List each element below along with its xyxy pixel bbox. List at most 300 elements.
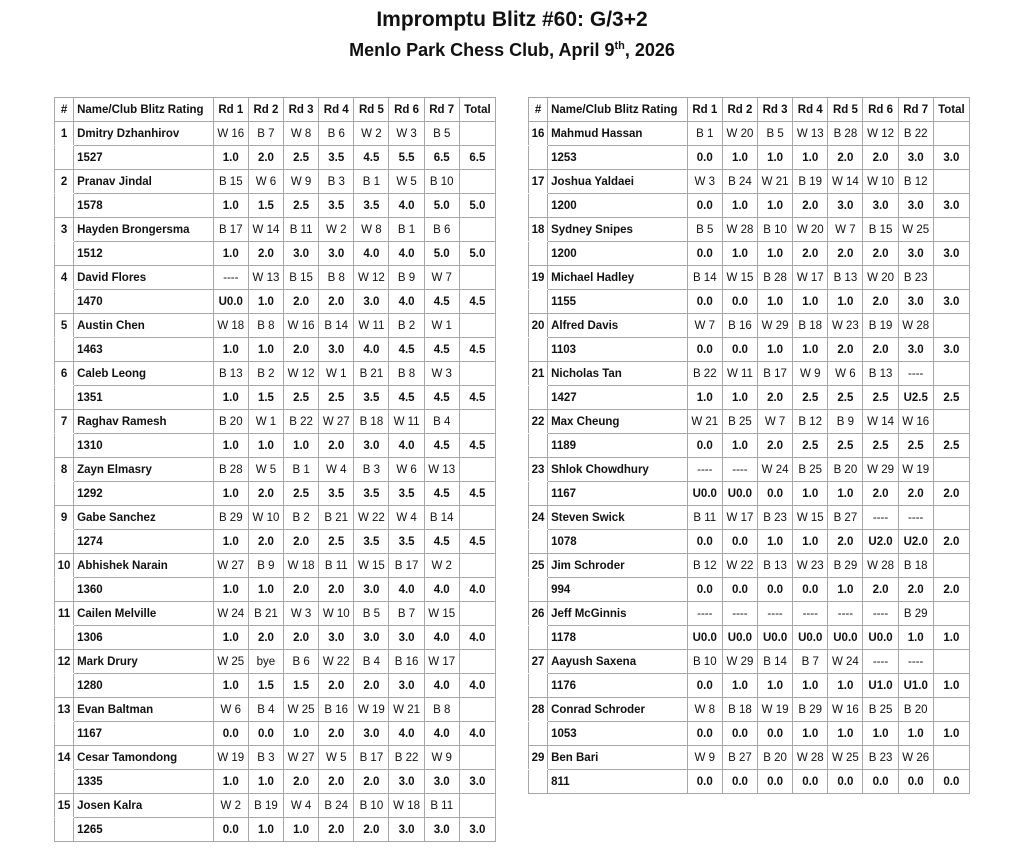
round-3-opponent: W 24 [758, 458, 793, 482]
round-5-score: 4.0 [354, 338, 389, 362]
player-row [55, 170, 496, 194]
round-6-opponent: B 1 [389, 218, 424, 242]
round-3-score: U0.0 [758, 626, 793, 650]
player-score-row [55, 386, 496, 410]
round-4-opponent: W 27 [319, 410, 354, 434]
col-header-rd5: Rd 5 [354, 98, 389, 122]
player-number-blank [55, 146, 74, 170]
round-3-opponent: ---- [758, 602, 793, 626]
round-3-score: 1.0 [758, 194, 793, 218]
player-score-row [55, 146, 496, 170]
round-7-score: 3.0 [424, 818, 459, 842]
player-score-row [55, 338, 496, 362]
round-5-opponent: W 23 [828, 314, 863, 338]
player-total: 3.0 [459, 770, 495, 794]
round-7-score: 3.0 [898, 242, 933, 266]
round-2-opponent: B 3 [248, 746, 283, 770]
round-5-score: 1.0 [828, 722, 863, 746]
round-3-opponent: W 4 [284, 794, 319, 818]
round-1-opponent: B 22 [687, 362, 722, 386]
round-5-opponent: B 21 [354, 362, 389, 386]
round-7-opponent: B 20 [898, 698, 933, 722]
round-2-score: 1.5 [248, 674, 283, 698]
round-4-opponent: W 22 [319, 650, 354, 674]
player-row [55, 650, 496, 674]
round-2-score: 1.0 [722, 242, 757, 266]
round-1-opponent: W 8 [687, 698, 722, 722]
round-6-score: 3.0 [863, 194, 898, 218]
round-5-score: U0.0 [828, 626, 863, 650]
round-2-opponent: W 28 [722, 218, 757, 242]
total-blank [933, 266, 969, 290]
round-5-opponent: B 18 [354, 410, 389, 434]
player-number-blank [55, 818, 74, 842]
round-4-score: 2.0 [319, 770, 354, 794]
player-name: Nicholas Tan [548, 362, 688, 386]
round-3-score: 1.0 [758, 290, 793, 314]
total-blank [459, 170, 495, 194]
player-score-row [529, 530, 970, 554]
round-6-score: 3.0 [389, 770, 424, 794]
round-4-opponent: B 21 [319, 506, 354, 530]
player-number-blank [529, 578, 548, 602]
round-2-opponent: B 8 [248, 314, 283, 338]
player-name: Ben Bari [548, 746, 688, 770]
round-1-score: 1.0 [213, 770, 248, 794]
round-6-score: 4.0 [389, 434, 424, 458]
round-4-score: 1.0 [793, 530, 828, 554]
round-7-opponent: B 6 [424, 218, 459, 242]
player-number-blank [55, 338, 74, 362]
round-5-opponent: W 22 [354, 506, 389, 530]
round-3-score: 2.5 [284, 194, 319, 218]
round-4-opponent: ---- [793, 602, 828, 626]
player-row [55, 794, 496, 818]
player-row [55, 602, 496, 626]
round-4-opponent: B 14 [319, 314, 354, 338]
player-row [529, 170, 970, 194]
round-1-opponent: W 25 [213, 650, 248, 674]
round-4-opponent: W 5 [319, 746, 354, 770]
player-score-row [529, 578, 970, 602]
player-score-row [529, 482, 970, 506]
player-total: 2.0 [933, 530, 969, 554]
round-1-score: 1.0 [213, 626, 248, 650]
round-2-opponent: W 14 [248, 218, 283, 242]
player-score-row [55, 674, 496, 698]
round-5-opponent: ---- [828, 602, 863, 626]
player-total: 0.0 [933, 770, 969, 794]
round-4-score: 1.0 [793, 290, 828, 314]
player-score-row [55, 626, 496, 650]
player-name: Max Cheung [548, 410, 688, 434]
player-total: 3.0 [933, 338, 969, 362]
col-header-rd6: Rd 6 [863, 98, 898, 122]
player-rating: 1280 [74, 674, 214, 698]
player-name: Jim Schroder [548, 554, 688, 578]
round-5-score: 3.0 [354, 578, 389, 602]
player-number-blank [529, 722, 548, 746]
player-score-row [529, 434, 970, 458]
round-3-score: 2.5 [284, 146, 319, 170]
player-number-blank [55, 194, 74, 218]
round-7-score: 1.0 [898, 722, 933, 746]
player-rating: 1200 [548, 242, 688, 266]
player-score-row [55, 290, 496, 314]
round-6-score: 3.5 [389, 530, 424, 554]
player-rating: 811 [548, 770, 688, 794]
total-blank [459, 506, 495, 530]
round-2-opponent: B 19 [248, 794, 283, 818]
round-1-opponent: B 10 [687, 650, 722, 674]
round-2-score: 1.5 [248, 386, 283, 410]
player-score-row [55, 722, 496, 746]
total-blank [933, 554, 969, 578]
player-row [55, 506, 496, 530]
round-4-score: 3.0 [319, 626, 354, 650]
round-5-opponent: W 25 [828, 746, 863, 770]
col-header-rd1: Rd 1 [687, 98, 722, 122]
round-1-opponent: ---- [687, 458, 722, 482]
round-5-score: 3.5 [354, 386, 389, 410]
round-6-opponent: B 2 [389, 314, 424, 338]
player-number: 3 [55, 218, 74, 242]
round-2-score: 1.0 [248, 338, 283, 362]
player-number: 27 [529, 650, 548, 674]
round-5-score: 2.0 [354, 770, 389, 794]
player-number: 20 [529, 314, 548, 338]
col-header-rd7: Rd 7 [424, 98, 459, 122]
round-6-score: 2.0 [863, 242, 898, 266]
total-blank [459, 458, 495, 482]
round-1-opponent: B 14 [687, 266, 722, 290]
round-4-opponent: B 18 [793, 314, 828, 338]
round-2-opponent: B 18 [722, 698, 757, 722]
round-5-opponent: W 12 [354, 266, 389, 290]
round-1-opponent: B 1 [687, 122, 722, 146]
round-1-score: 0.0 [687, 434, 722, 458]
round-2-score: 2.0 [248, 482, 283, 506]
round-7-opponent: W 28 [898, 314, 933, 338]
round-2-score: 1.0 [722, 386, 757, 410]
round-3-score: 0.0 [758, 722, 793, 746]
round-5-score: 3.5 [354, 530, 389, 554]
round-2-opponent: B 21 [248, 602, 283, 626]
player-rating: 1292 [74, 482, 214, 506]
player-row [55, 554, 496, 578]
round-3-score: 1.0 [284, 434, 319, 458]
col-header-rd4: Rd 4 [793, 98, 828, 122]
round-6-opponent: W 20 [863, 266, 898, 290]
player-score-row [529, 674, 970, 698]
round-7-opponent: W 26 [898, 746, 933, 770]
player-number: 22 [529, 410, 548, 434]
round-6-opponent: B 8 [389, 362, 424, 386]
round-4-score: 2.0 [319, 578, 354, 602]
round-5-score: 1.0 [828, 290, 863, 314]
round-2-score: 2.0 [248, 146, 283, 170]
player-name: Dmitry Dzhanhirov [74, 122, 214, 146]
round-3-score: 2.0 [758, 434, 793, 458]
total-blank [459, 650, 495, 674]
round-2-opponent: W 10 [248, 506, 283, 530]
round-5-opponent: B 17 [354, 746, 389, 770]
player-name: Cailen Melville [74, 602, 214, 626]
round-2-score: 1.0 [722, 434, 757, 458]
round-6-opponent: B 19 [863, 314, 898, 338]
round-5-score: 1.0 [828, 674, 863, 698]
round-7-opponent: W 15 [424, 602, 459, 626]
round-2-score: 2.0 [248, 530, 283, 554]
player-number: 7 [55, 410, 74, 434]
round-7-score: 3.0 [898, 146, 933, 170]
total-blank [933, 458, 969, 482]
player-total: 3.0 [933, 146, 969, 170]
round-6-score: 4.0 [389, 578, 424, 602]
player-rating: 1310 [74, 434, 214, 458]
player-score-row [529, 770, 970, 794]
round-4-opponent: W 15 [793, 506, 828, 530]
player-rating: 1253 [548, 146, 688, 170]
round-5-opponent: W 15 [354, 554, 389, 578]
player-rating: 1274 [74, 530, 214, 554]
round-1-score: 0.0 [213, 818, 248, 842]
round-6-score: 2.0 [863, 290, 898, 314]
round-2-score: 2.0 [248, 242, 283, 266]
round-2-opponent: W 1 [248, 410, 283, 434]
round-7-opponent: ---- [898, 506, 933, 530]
player-row [529, 506, 970, 530]
round-1-opponent: B 29 [213, 506, 248, 530]
round-4-score: 0.0 [793, 578, 828, 602]
round-1-score: 1.0 [213, 194, 248, 218]
player-total: 2.5 [933, 434, 969, 458]
total-blank [459, 266, 495, 290]
round-2-opponent: W 17 [722, 506, 757, 530]
round-4-score: 1.0 [793, 338, 828, 362]
col-header-name: Name/Club Blitz Rating [74, 98, 214, 122]
col-header-rd6: Rd 6 [389, 98, 424, 122]
player-number-blank [529, 386, 548, 410]
round-1-score: 1.0 [213, 146, 248, 170]
round-5-opponent: B 4 [354, 650, 389, 674]
player-rating: 1155 [548, 290, 688, 314]
player-number: 6 [55, 362, 74, 386]
player-total: 2.0 [933, 578, 969, 602]
player-number: 24 [529, 506, 548, 530]
round-3-score: 3.0 [284, 242, 319, 266]
round-3-score: 1.0 [284, 722, 319, 746]
round-3-score: 0.0 [758, 770, 793, 794]
round-5-score: 0.0 [828, 770, 863, 794]
player-row [529, 362, 970, 386]
round-4-opponent: W 28 [793, 746, 828, 770]
round-6-opponent: B 25 [863, 698, 898, 722]
player-rating: 1351 [74, 386, 214, 410]
player-number-blank [529, 434, 548, 458]
round-7-opponent: ---- [898, 362, 933, 386]
round-7-score: 4.0 [424, 674, 459, 698]
round-6-score: U1.0 [863, 674, 898, 698]
round-7-score: 3.0 [898, 338, 933, 362]
round-1-opponent: B 13 [213, 362, 248, 386]
round-2-score: 0.0 [722, 338, 757, 362]
round-3-opponent: B 6 [284, 650, 319, 674]
round-7-score: 1.0 [898, 626, 933, 650]
player-number: 14 [55, 746, 74, 770]
col-header-number: # [529, 98, 548, 122]
player-row [55, 746, 496, 770]
round-2-score: 0.0 [722, 722, 757, 746]
player-number: 2 [55, 170, 74, 194]
player-score-row [529, 386, 970, 410]
player-number-blank [55, 722, 74, 746]
player-score-row [55, 530, 496, 554]
round-2-score: 0.0 [722, 530, 757, 554]
page-subtitle [0, 37, 1024, 63]
player-row [55, 122, 496, 146]
round-7-score: 4.0 [424, 722, 459, 746]
round-1-score: 0.0 [687, 578, 722, 602]
round-2-score: 0.0 [722, 770, 757, 794]
round-1-score: 1.0 [213, 578, 248, 602]
round-1-score: U0.0 [687, 482, 722, 506]
player-rating: 1167 [74, 722, 214, 746]
round-6-score: U0.0 [863, 626, 898, 650]
round-7-opponent: W 3 [424, 362, 459, 386]
round-4-score: 1.0 [793, 482, 828, 506]
round-6-opponent: B 9 [389, 266, 424, 290]
round-6-opponent: W 21 [389, 698, 424, 722]
player-rating: 1463 [74, 338, 214, 362]
round-6-score: 2.0 [863, 338, 898, 362]
round-1-opponent: W 21 [687, 410, 722, 434]
total-blank [933, 698, 969, 722]
player-total: 2.0 [933, 482, 969, 506]
round-1-opponent: B 28 [213, 458, 248, 482]
round-5-opponent: B 20 [828, 458, 863, 482]
round-3-score: 1.0 [758, 242, 793, 266]
round-4-opponent: B 16 [319, 698, 354, 722]
round-4-opponent: W 20 [793, 218, 828, 242]
round-3-opponent: B 14 [758, 650, 793, 674]
player-number-blank [55, 674, 74, 698]
player-number: 11 [55, 602, 74, 626]
round-7-score: U2.5 [898, 386, 933, 410]
player-score-row [529, 290, 970, 314]
round-6-score: 0.0 [863, 770, 898, 794]
round-3-opponent: W 21 [758, 170, 793, 194]
player-rating: 1427 [548, 386, 688, 410]
player-total: 5.0 [459, 242, 495, 266]
total-blank [933, 506, 969, 530]
player-number: 12 [55, 650, 74, 674]
round-2-opponent: W 29 [722, 650, 757, 674]
round-1-score: 1.0 [213, 530, 248, 554]
player-name: Sydney Snipes [548, 218, 688, 242]
round-4-opponent: B 25 [793, 458, 828, 482]
player-number: 23 [529, 458, 548, 482]
player-name: Steven Swick [548, 506, 688, 530]
round-7-score: U1.0 [898, 674, 933, 698]
round-6-opponent: B 7 [389, 602, 424, 626]
round-2-opponent: W 5 [248, 458, 283, 482]
player-total: 1.0 [933, 674, 969, 698]
round-5-score: 3.5 [354, 194, 389, 218]
round-5-score: 2.0 [354, 674, 389, 698]
player-rating: 1178 [548, 626, 688, 650]
round-4-score: 3.5 [319, 482, 354, 506]
player-number-blank [529, 338, 548, 362]
round-4-opponent: B 7 [793, 650, 828, 674]
round-6-score: 4.0 [389, 194, 424, 218]
round-2-score: 0.0 [722, 578, 757, 602]
round-1-opponent: W 2 [213, 794, 248, 818]
total-blank [459, 410, 495, 434]
round-5-opponent: W 16 [828, 698, 863, 722]
player-number-blank [529, 146, 548, 170]
round-7-score: 4.0 [424, 578, 459, 602]
player-number: 1 [55, 122, 74, 146]
player-number-blank [55, 482, 74, 506]
round-4-score: 2.5 [793, 434, 828, 458]
round-5-score: 4.0 [354, 242, 389, 266]
total-blank [933, 314, 969, 338]
round-3-score: 1.5 [284, 674, 319, 698]
round-5-score: 3.5 [354, 482, 389, 506]
col-header-name: Name/Club Blitz Rating [548, 98, 688, 122]
total-blank [933, 650, 969, 674]
round-3-opponent: B 22 [284, 410, 319, 434]
round-6-opponent: B 13 [863, 362, 898, 386]
round-3-score: 2.0 [284, 626, 319, 650]
round-1-score: 0.0 [687, 530, 722, 554]
round-1-score: 0.0 [687, 290, 722, 314]
round-1-opponent: W 19 [213, 746, 248, 770]
round-3-score: 2.0 [284, 290, 319, 314]
player-number-blank [529, 530, 548, 554]
total-blank [459, 362, 495, 386]
round-5-score: 2.5 [828, 434, 863, 458]
round-7-opponent: B 4 [424, 410, 459, 434]
round-6-opponent: W 10 [863, 170, 898, 194]
player-number: 15 [55, 794, 74, 818]
round-5-opponent: B 27 [828, 506, 863, 530]
player-score-row [529, 194, 970, 218]
round-3-opponent: W 9 [284, 170, 319, 194]
player-number-blank [55, 386, 74, 410]
round-6-score: 2.5 [863, 386, 898, 410]
round-6-opponent: B 23 [863, 746, 898, 770]
round-1-score: 1.0 [213, 242, 248, 266]
player-number: 13 [55, 698, 74, 722]
round-7-opponent: W 1 [424, 314, 459, 338]
player-total: 4.5 [459, 482, 495, 506]
player-row [529, 122, 970, 146]
player-number-blank [529, 290, 548, 314]
round-1-score: 1.0 [213, 434, 248, 458]
round-7-score: 2.0 [898, 578, 933, 602]
round-4-score: 2.0 [319, 434, 354, 458]
round-7-opponent: B 14 [424, 506, 459, 530]
round-1-score: 0.0 [213, 722, 248, 746]
player-name: Shlok Chowdhury [548, 458, 688, 482]
player-rating: 1512 [74, 242, 214, 266]
round-7-opponent: B 18 [898, 554, 933, 578]
round-5-opponent: W 14 [828, 170, 863, 194]
standings-table-left [54, 97, 496, 842]
round-5-score: 1.0 [828, 482, 863, 506]
